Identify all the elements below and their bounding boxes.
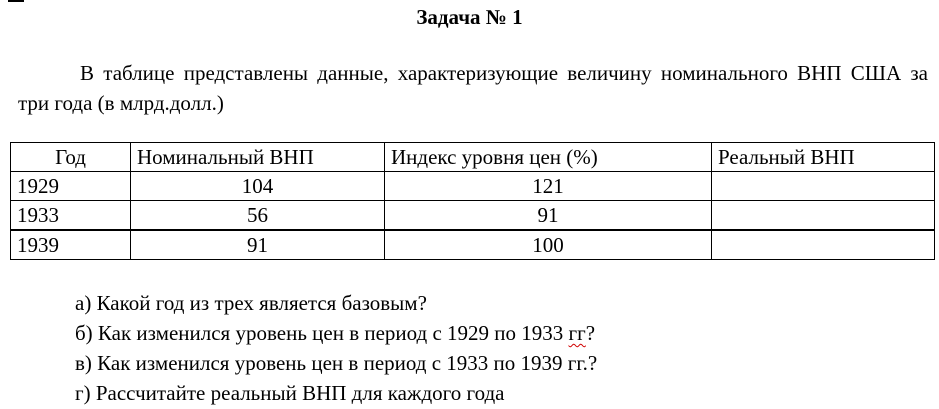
cell-nominal-gnp: 104 <box>131 172 385 201</box>
cell-year: 1929 <box>11 172 131 201</box>
table-row <box>11 230 935 260</box>
header-price-index: Индекс уровня цен (%) <box>385 143 712 172</box>
gnp-table <box>10 142 935 260</box>
question-b <box>75 318 597 348</box>
question-b-text: б) Как изменился уровень цен в период с 1929 по 1933 <box>75 321 569 345</box>
cell-real-gnp <box>712 172 935 201</box>
corner-mark <box>8 0 24 2</box>
cell-year: 1933 <box>11 201 131 231</box>
header-year: Год <box>11 143 131 172</box>
task-title: Задача № 1 <box>416 5 523 29</box>
question-a: а) Какой год из трех является базовым? <box>75 291 427 315</box>
cell-price-index: 91 <box>385 201 712 231</box>
table-row <box>11 201 935 231</box>
cell-year: 1939 <box>11 230 131 260</box>
questions-list <box>75 288 597 408</box>
table-row <box>11 172 935 201</box>
spellcheck-flagged-word[interactable]: гг <box>568 321 586 345</box>
cell-real-gnp <box>712 230 935 260</box>
cell-nominal-gnp: 56 <box>131 201 385 231</box>
header-nominal-gnp: Номинальный ВНП <box>131 143 385 172</box>
header-real-gnp: Реальный ВНП <box>712 143 935 172</box>
question-b-end: ? <box>585 321 596 345</box>
cell-real-gnp <box>712 201 935 231</box>
intro-paragraph: В таблице представлены данные, характеризующие величину номинального ВНП США за три года (в млрд.долл.) <box>18 61 928 115</box>
cell-nominal-gnp: 91 <box>131 230 385 260</box>
cell-price-index: 100 <box>385 230 712 260</box>
cell-price-index: 121 <box>385 172 712 201</box>
question-d: г) Рассчитайте реальный ВНП для каждого года <box>75 381 505 405</box>
table-header-row <box>11 143 935 172</box>
question-c: в) Как изменился уровень цен в период с 1933 по 1939 гг.? <box>75 351 598 375</box>
